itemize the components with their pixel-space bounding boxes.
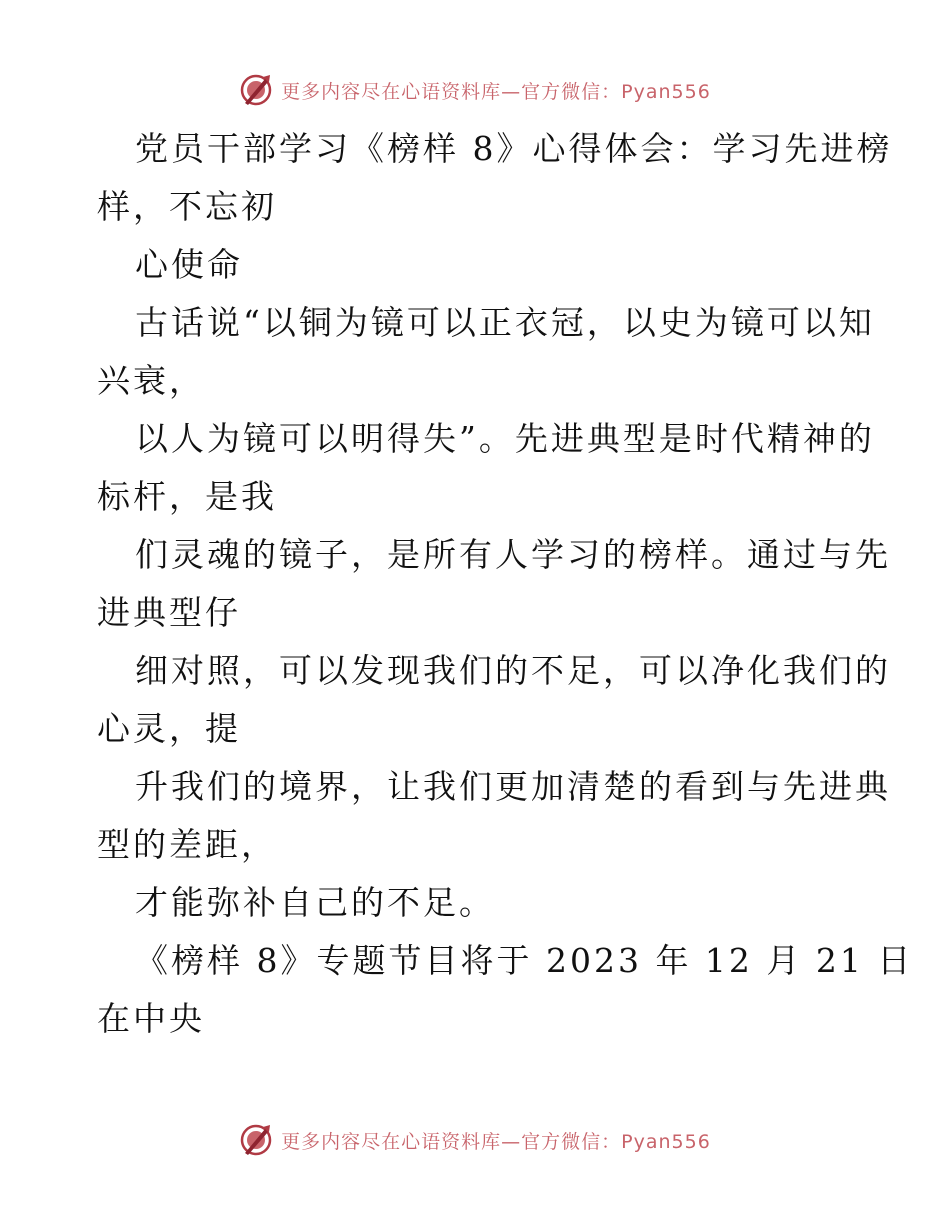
text-line: 标杆，是我 <box>97 477 277 516</box>
text-line: 型的差距， <box>97 825 277 864</box>
document-body <box>97 120 914 1048</box>
text-line: 以人为镜可以明得失”。先进典型是时代精神的 <box>135 419 875 458</box>
header-watermark <box>0 70 950 110</box>
footer-watermark <box>0 1120 950 1160</box>
watermark-text: 更多内容尽在心语资料库—官方微信：Pyan556 <box>281 80 711 103</box>
text-line: 在中央 <box>97 999 205 1038</box>
text-line: 心使命 <box>135 245 243 284</box>
quill-pen-seal-icon <box>239 1123 273 1157</box>
text-line: 样，不忘初 <box>97 187 277 226</box>
text-line: 细对照，可以发现我们的不足，可以净化我们的 <box>135 651 891 690</box>
text-line: 兴衰， <box>97 361 205 400</box>
text-line: 进典型仔 <box>97 593 241 632</box>
watermark-text: 更多内容尽在心语资料库—官方微信：Pyan556 <box>281 1130 711 1153</box>
text-line: 才能弥补自己的不足。 <box>135 883 495 922</box>
text-line: 们灵魂的镜子，是所有人学习的榜样。通过与先 <box>135 535 891 574</box>
text-line: 心灵，提 <box>97 709 241 748</box>
text-line: 古话说“以铜为镜可以正衣冠，以史为镜可以知 <box>135 303 875 342</box>
text-line: 《榜样 8》专题节目将于 2023 年 12 月 21 日 <box>135 941 914 980</box>
text-line: 党员干部学习《榜样 8》心得体会：学习先进榜 <box>135 129 893 168</box>
text-line: 升我们的境界，让我们更加清楚的看到与先进典 <box>135 767 891 806</box>
quill-pen-seal-icon <box>239 73 273 107</box>
document-text <box>97 120 914 1048</box>
